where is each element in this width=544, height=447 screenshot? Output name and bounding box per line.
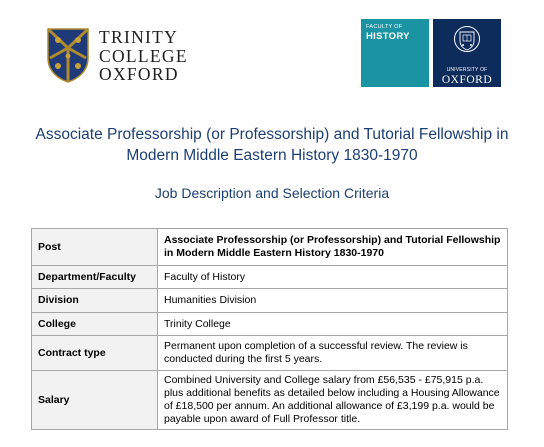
trinity-line-2: COLLEGE <box>99 45 188 66</box>
oxford-logo-university-text: UNIVERSITY OF <box>446 67 488 73</box>
row-value-division: Humanities Division <box>158 289 508 313</box>
document-title <box>0 124 544 166</box>
trinity-line-1: TRINITY <box>99 27 179 47</box>
table-row <box>32 289 508 313</box>
trinity-shield-icon <box>47 28 89 83</box>
history-logo-small-text: FACULTY OF <box>366 24 403 30</box>
row-value-department: Faculty of History <box>158 266 508 289</box>
row-value-contract-type: Permanent upon completion of a successful review. The review is conducted during the first 5 years. <box>158 336 508 371</box>
row-value-college: Trinity College <box>158 313 508 336</box>
history-logo-title: HISTORY <box>366 31 410 42</box>
table-row <box>32 371 508 430</box>
row-label-college: College <box>32 313 158 336</box>
row-label-division: Division <box>32 289 158 313</box>
row-label-post: Post <box>32 229 158 266</box>
row-value-salary: Combined University and College salary from £56,535 - £75,915 p.a. plus additional benefits as detailed below including a Housing Allowance of £18,500 per annum. An additional allowance of £3,199 p.a. would be payable upon award of Full Professor title. <box>158 371 508 430</box>
row-label-department: Department/Faculty <box>32 266 158 289</box>
row-label-salary: Salary <box>32 371 158 430</box>
university-of-oxford-logo <box>433 19 501 87</box>
document-title-line-2: Modern Middle Eastern History 1830-1970 <box>126 147 418 164</box>
document-subtitle: Job Description and Selection Criteria <box>154 185 390 201</box>
row-label-contract-type: Contract type <box>32 336 158 371</box>
trinity-college-logo <box>47 28 192 86</box>
document-title-line-1: Associate Professorship (or Professorship) and Tutorial Fellowship in <box>35 126 509 143</box>
job-info-table <box>31 228 508 430</box>
row-value-post: Associate Professorship (or Professorship) and Tutorial Fellowship in Modern Middle Eastern History 1830-1970 <box>158 229 508 266</box>
table-row <box>32 266 508 289</box>
oxford-logo-name: OXFORD <box>441 74 493 86</box>
trinity-line-3: OXFORD <box>99 64 179 84</box>
oxford-crest-icon <box>453 25 481 57</box>
trinity-wordmark <box>99 28 188 84</box>
table-row <box>32 313 508 336</box>
table-row <box>32 229 508 266</box>
table-row <box>32 336 508 371</box>
faculty-of-history-logo <box>361 19 429 87</box>
